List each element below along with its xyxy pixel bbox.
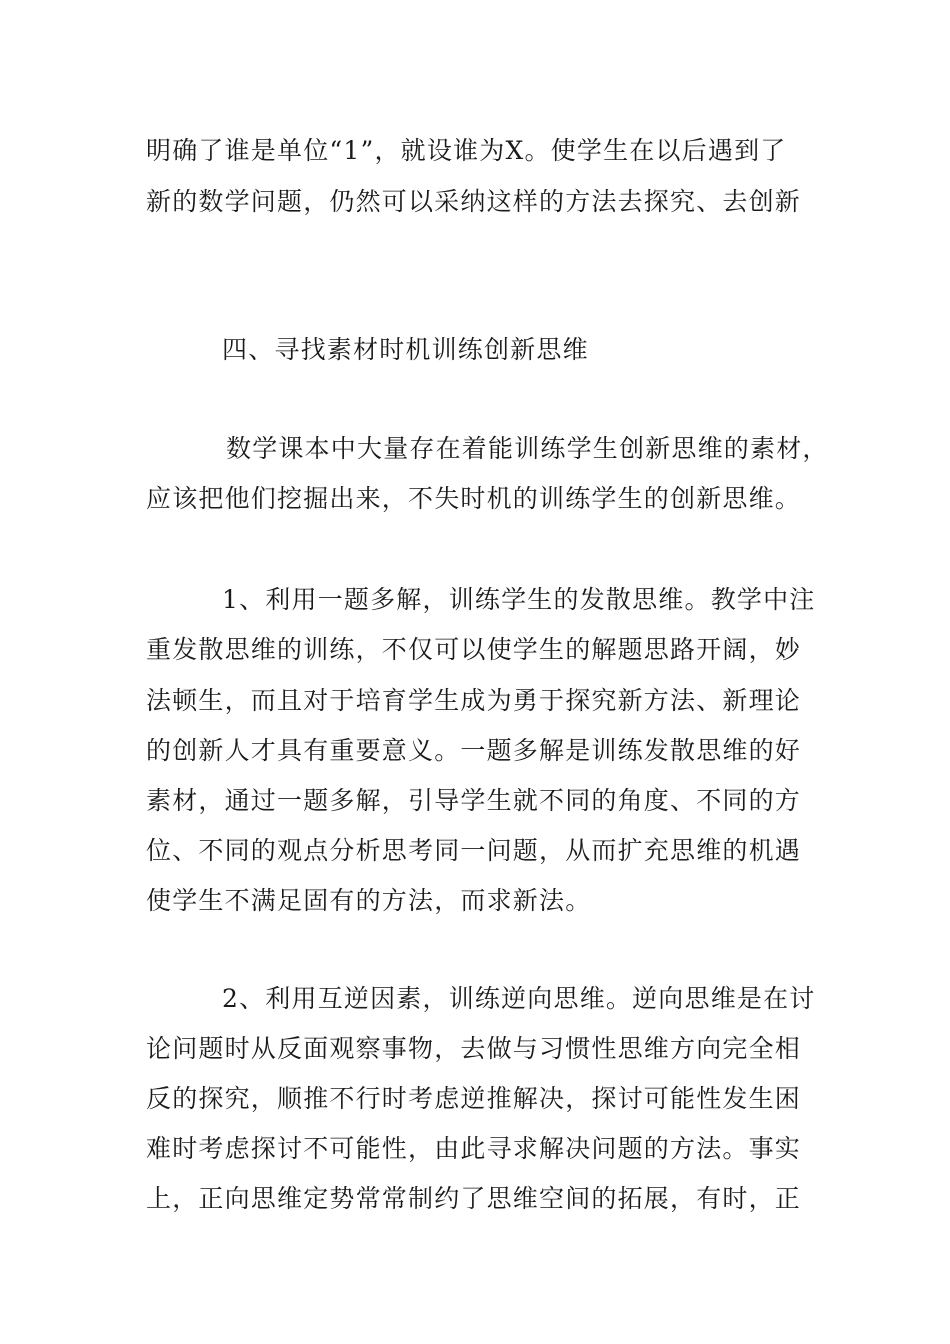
text-line-15: 难时考虑探讨不可能性，由此寻求解决问题的方法。事实 — [146, 1134, 802, 1163]
text-line-14: 反的探究，顺推不行时考虑逆推解决，探讨可能性发生困 — [146, 1084, 802, 1113]
text-line-11: 使学生不满足固有的方法，而求新法。 — [146, 886, 592, 915]
text-line-16: 上，正向思维定势常常制约了思维空间的拓展，有时，正 — [146, 1184, 802, 1213]
text-line-7: 法顿生，而且对于培育学生成为勇于探究新方法、新理论 — [146, 686, 802, 715]
text-line-2: 新的数学问题，仍然可以采纳这样的方法去探究、去创新 — [146, 187, 802, 216]
text-line-1: 明确了谁是单位“1”，就设谁为X。使学生在以后遇到了 — [146, 136, 787, 165]
text-line-10: 位、不同的观点分析思考同一问题，从而扩充思维的机遇 — [146, 836, 802, 865]
text-line-6: 重发散思维的训练，不仅可以使学生的解题思路开阔，妙 — [146, 635, 802, 664]
section-heading: 四、寻找素材时机训练创新思维 — [222, 335, 589, 364]
text-line-8: 的创新人才具有重要意义。一题多解是训练发散思维的好 — [146, 736, 802, 765]
text-line-4: 应该把他们挖掘出来，不失时机的训练学生的创新思维。 — [146, 484, 802, 513]
text-line-9: 素材，通过一题多解，引导学生就不同的角度、不同的方 — [146, 786, 802, 815]
text-line-3: 数学课本中大量存在着能训练学生创新思维的素材， — [226, 434, 829, 463]
text-line-5: 1、利用一题多解，训练学生的发散思维。教学中注 — [222, 585, 816, 614]
text-line-12: 2、利用互逆因素，训练逆向思维。逆向思维是在讨 — [222, 984, 816, 1013]
text-line-13: 论问题时从反面观察事物，去做与习惯性思维方向完全相 — [146, 1034, 802, 1063]
